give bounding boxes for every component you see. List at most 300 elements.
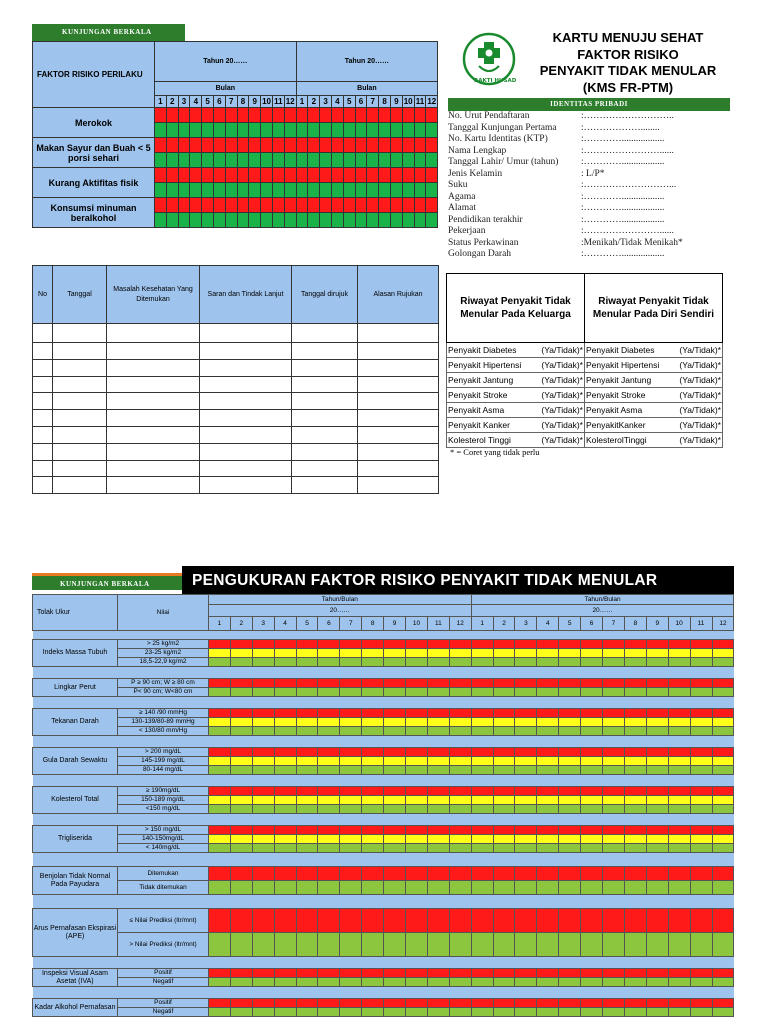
level-cell-green[interactable]: [471, 933, 493, 957]
level-cell-red[interactable]: [515, 679, 537, 688]
level-cell-yellow[interactable]: [559, 835, 581, 844]
level-cell-red[interactable]: [603, 909, 625, 933]
level-cell-green[interactable]: [559, 844, 581, 853]
level-cell-yellow[interactable]: [603, 796, 625, 805]
level-cell-red[interactable]: [712, 826, 734, 835]
level-cell-green[interactable]: [603, 727, 625, 736]
level-cell-green[interactable]: [712, 766, 734, 775]
visit-cell[interactable]: [292, 376, 358, 393]
level-cell-green[interactable]: [559, 727, 581, 736]
risk-cell-red[interactable]: [225, 198, 237, 213]
level-cell-yellow[interactable]: [559, 718, 581, 727]
level-cell-red[interactable]: [340, 640, 362, 649]
level-cell-red[interactable]: [296, 709, 318, 718]
level-cell-green[interactable]: [668, 727, 690, 736]
identity-value[interactable]: : L/P*: [581, 168, 605, 179]
level-cell-yellow[interactable]: [296, 649, 318, 658]
level-cell-red[interactable]: [646, 867, 668, 881]
level-cell-red[interactable]: [581, 909, 603, 933]
level-cell-yellow[interactable]: [493, 718, 515, 727]
level-cell-red[interactable]: [252, 867, 274, 881]
level-cell-red[interactable]: [471, 709, 493, 718]
level-cell-green[interactable]: [209, 805, 231, 814]
level-cell-yellow[interactable]: [427, 718, 449, 727]
level-cell-green[interactable]: [690, 727, 712, 736]
risk-cell-green[interactable]: [272, 183, 284, 198]
visit-cell[interactable]: [107, 426, 200, 443]
level-cell-green[interactable]: [668, 658, 690, 667]
visit-cell[interactable]: [358, 324, 439, 343]
level-cell-yellow[interactable]: [690, 649, 712, 658]
risk-cell-red[interactable]: [426, 108, 438, 123]
level-cell-red[interactable]: [559, 909, 581, 933]
level-cell-red[interactable]: [471, 909, 493, 933]
level-cell-green[interactable]: [362, 1008, 384, 1017]
level-cell-red[interactable]: [296, 787, 318, 796]
risk-cell-red[interactable]: [249, 168, 261, 183]
risk-cell-red[interactable]: [308, 168, 320, 183]
level-cell-green[interactable]: [318, 766, 340, 775]
level-cell-red[interactable]: [449, 969, 471, 978]
risk-cell-green[interactable]: [272, 153, 284, 168]
risk-cell-red[interactable]: [272, 198, 284, 213]
level-cell-red[interactable]: [427, 909, 449, 933]
level-cell-green[interactable]: [581, 658, 603, 667]
level-cell-green[interactable]: [559, 688, 581, 697]
visit-cell[interactable]: [292, 410, 358, 427]
level-cell-red[interactable]: [318, 679, 340, 688]
level-cell-red[interactable]: [252, 787, 274, 796]
level-cell-green[interactable]: [603, 688, 625, 697]
level-cell-red[interactable]: [493, 709, 515, 718]
level-cell-red[interactable]: [230, 826, 252, 835]
level-cell-red[interactable]: [624, 826, 646, 835]
risk-cell-red[interactable]: [166, 108, 178, 123]
level-cell-green[interactable]: [668, 805, 690, 814]
level-cell-green[interactable]: [274, 805, 296, 814]
level-cell-green[interactable]: [690, 805, 712, 814]
level-cell-yellow[interactable]: [252, 757, 274, 766]
level-cell-green[interactable]: [230, 978, 252, 987]
risk-cell-red[interactable]: [355, 168, 367, 183]
level-cell-yellow[interactable]: [406, 718, 428, 727]
level-cell-green[interactable]: [646, 1008, 668, 1017]
level-cell-red[interactable]: [274, 748, 296, 757]
level-cell-green[interactable]: [690, 881, 712, 895]
level-cell-green[interactable]: [559, 1008, 581, 1017]
level-cell-yellow[interactable]: [296, 835, 318, 844]
level-cell-yellow[interactable]: [449, 835, 471, 844]
level-cell-red[interactable]: [537, 867, 559, 881]
level-cell-red[interactable]: [384, 748, 406, 757]
visit-cell[interactable]: [292, 477, 358, 494]
level-cell-red[interactable]: [230, 787, 252, 796]
level-cell-yellow[interactable]: [296, 757, 318, 766]
level-cell-red[interactable]: [406, 709, 428, 718]
level-cell-red[interactable]: [559, 969, 581, 978]
level-cell-yellow[interactable]: [537, 835, 559, 844]
risk-cell-red[interactable]: [402, 168, 414, 183]
risk-cell-red[interactable]: [225, 108, 237, 123]
level-cell-green[interactable]: [581, 933, 603, 957]
level-cell-red[interactable]: [209, 787, 231, 796]
visit-cell[interactable]: [358, 460, 439, 477]
risk-cell-green[interactable]: [225, 183, 237, 198]
risk-cell-green[interactable]: [355, 123, 367, 138]
risk-cell-red[interactable]: [320, 138, 332, 153]
level-cell-green[interactable]: [537, 844, 559, 853]
level-cell-red[interactable]: [559, 709, 581, 718]
risk-cell-red[interactable]: [178, 198, 190, 213]
level-cell-red[interactable]: [230, 679, 252, 688]
level-cell-yellow[interactable]: [427, 835, 449, 844]
risk-cell-red[interactable]: [225, 138, 237, 153]
risk-cell-red[interactable]: [272, 138, 284, 153]
level-cell-green[interactable]: [318, 688, 340, 697]
level-cell-red[interactable]: [340, 867, 362, 881]
risk-cell-red[interactable]: [367, 138, 379, 153]
level-cell-green[interactable]: [384, 978, 406, 987]
risk-cell-red[interactable]: [343, 168, 355, 183]
risk-cell-green[interactable]: [402, 183, 414, 198]
level-cell-green[interactable]: [690, 766, 712, 775]
visit-cell[interactable]: [107, 359, 200, 376]
history-cell[interactable]: [447, 418, 585, 433]
level-cell-green[interactable]: [515, 766, 537, 775]
level-cell-green[interactable]: [449, 978, 471, 987]
level-cell-green[interactable]: [427, 805, 449, 814]
level-cell-yellow[interactable]: [559, 757, 581, 766]
level-cell-green[interactable]: [646, 766, 668, 775]
level-cell-red[interactable]: [209, 999, 231, 1008]
visit-cell[interactable]: [33, 477, 53, 494]
level-cell-green[interactable]: [209, 766, 231, 775]
level-cell-red[interactable]: [712, 867, 734, 881]
level-cell-red[interactable]: [318, 969, 340, 978]
level-cell-red[interactable]: [493, 640, 515, 649]
level-cell-green[interactable]: [668, 933, 690, 957]
level-cell-green[interactable]: [603, 844, 625, 853]
level-cell-yellow[interactable]: [712, 649, 734, 658]
identity-value[interactable]: :…………..................: [581, 191, 665, 202]
level-cell-red[interactable]: [340, 787, 362, 796]
level-cell-red[interactable]: [471, 640, 493, 649]
risk-cell-red[interactable]: [261, 198, 273, 213]
level-cell-yellow[interactable]: [252, 796, 274, 805]
level-cell-yellow[interactable]: [427, 649, 449, 658]
level-cell-green[interactable]: [427, 1008, 449, 1017]
risk-cell-red[interactable]: [390, 198, 402, 213]
visit-cell[interactable]: [200, 324, 292, 343]
risk-cell-green[interactable]: [355, 183, 367, 198]
level-cell-green[interactable]: [362, 727, 384, 736]
level-cell-green[interactable]: [624, 805, 646, 814]
level-cell-yellow[interactable]: [252, 835, 274, 844]
level-cell-green[interactable]: [515, 1008, 537, 1017]
risk-cell-green[interactable]: [202, 153, 214, 168]
level-cell-yellow[interactable]: [209, 757, 231, 766]
level-cell-green[interactable]: [581, 1008, 603, 1017]
level-cell-green[interactable]: [449, 1008, 471, 1017]
level-cell-red[interactable]: [559, 787, 581, 796]
level-cell-red[interactable]: [384, 679, 406, 688]
risk-cell-green[interactable]: [190, 123, 202, 138]
risk-cell-green[interactable]: [284, 153, 296, 168]
risk-cell-red[interactable]: [284, 138, 296, 153]
visit-cell[interactable]: [33, 426, 53, 443]
level-cell-green[interactable]: [624, 933, 646, 957]
risk-cell-green[interactable]: [414, 153, 426, 168]
risk-cell-red[interactable]: [272, 168, 284, 183]
level-cell-red[interactable]: [603, 679, 625, 688]
risk-cell-red[interactable]: [213, 138, 225, 153]
risk-cell-red[interactable]: [190, 138, 202, 153]
level-cell-red[interactable]: [559, 826, 581, 835]
risk-cell-green[interactable]: [272, 213, 284, 228]
visit-cell[interactable]: [292, 324, 358, 343]
level-cell-green[interactable]: [209, 978, 231, 987]
level-cell-green[interactable]: [515, 978, 537, 987]
level-cell-red[interactable]: [274, 909, 296, 933]
risk-cell-red[interactable]: [237, 168, 249, 183]
level-cell-red[interactable]: [449, 787, 471, 796]
level-cell-green[interactable]: [690, 1008, 712, 1017]
level-cell-green[interactable]: [209, 844, 231, 853]
level-cell-red[interactable]: [559, 999, 581, 1008]
risk-cell-red[interactable]: [166, 168, 178, 183]
level-cell-green[interactable]: [624, 1008, 646, 1017]
level-cell-red[interactable]: [252, 748, 274, 757]
level-cell-yellow[interactable]: [449, 757, 471, 766]
risk-cell-red[interactable]: [213, 168, 225, 183]
level-cell-yellow[interactable]: [449, 796, 471, 805]
level-cell-red[interactable]: [515, 709, 537, 718]
level-cell-green[interactable]: [209, 933, 231, 957]
risk-cell-green[interactable]: [402, 123, 414, 138]
level-cell-red[interactable]: [406, 999, 428, 1008]
risk-cell-red[interactable]: [402, 198, 414, 213]
level-cell-red[interactable]: [209, 640, 231, 649]
risk-cell-red[interactable]: [390, 168, 402, 183]
level-cell-green[interactable]: [646, 727, 668, 736]
risk-cell-green[interactable]: [237, 183, 249, 198]
risk-cell-green[interactable]: [202, 213, 214, 228]
level-cell-green[interactable]: [515, 881, 537, 895]
level-cell-green[interactable]: [274, 933, 296, 957]
level-cell-green[interactable]: [384, 658, 406, 667]
level-cell-red[interactable]: [690, 709, 712, 718]
level-cell-green[interactable]: [252, 933, 274, 957]
level-cell-green[interactable]: [646, 978, 668, 987]
risk-cell-green[interactable]: [261, 123, 273, 138]
risk-cell-red[interactable]: [284, 168, 296, 183]
level-cell-red[interactable]: [559, 640, 581, 649]
identity-value[interactable]: :…………..................: [581, 203, 665, 213]
level-cell-green[interactable]: [252, 805, 274, 814]
risk-cell-green[interactable]: [166, 123, 178, 138]
risk-cell-red[interactable]: [202, 108, 214, 123]
visit-cell[interactable]: [292, 443, 358, 460]
visit-cell[interactable]: [53, 393, 107, 410]
level-cell-red[interactable]: [493, 909, 515, 933]
level-cell-green[interactable]: [449, 844, 471, 853]
risk-cell-red[interactable]: [155, 108, 167, 123]
level-cell-green[interactable]: [646, 658, 668, 667]
level-cell-yellow[interactable]: [603, 757, 625, 766]
level-cell-red[interactable]: [384, 909, 406, 933]
level-cell-green[interactable]: [471, 766, 493, 775]
level-cell-green[interactable]: [209, 881, 231, 895]
level-cell-red[interactable]: [427, 969, 449, 978]
level-cell-green[interactable]: [296, 844, 318, 853]
level-cell-green[interactable]: [712, 727, 734, 736]
level-cell-green[interactable]: [274, 978, 296, 987]
level-cell-red[interactable]: [252, 909, 274, 933]
risk-cell-red[interactable]: [237, 108, 249, 123]
level-cell-red[interactable]: [274, 640, 296, 649]
risk-cell-red[interactable]: [320, 198, 332, 213]
level-cell-red[interactable]: [690, 640, 712, 649]
level-cell-yellow[interactable]: [646, 835, 668, 844]
level-cell-red[interactable]: [603, 867, 625, 881]
risk-cell-red[interactable]: [178, 108, 190, 123]
level-cell-yellow[interactable]: [581, 649, 603, 658]
level-cell-red[interactable]: [449, 640, 471, 649]
risk-cell-red[interactable]: [379, 138, 391, 153]
level-cell-red[interactable]: [296, 909, 318, 933]
level-cell-red[interactable]: [384, 867, 406, 881]
risk-cell-green[interactable]: [296, 213, 308, 228]
level-cell-yellow[interactable]: [624, 796, 646, 805]
level-cell-green[interactable]: [603, 658, 625, 667]
risk-cell-red[interactable]: [155, 198, 167, 213]
level-cell-green[interactable]: [559, 933, 581, 957]
level-cell-red[interactable]: [581, 679, 603, 688]
risk-cell-green[interactable]: [379, 123, 391, 138]
risk-cell-red[interactable]: [237, 138, 249, 153]
level-cell-red[interactable]: [296, 999, 318, 1008]
level-cell-green[interactable]: [252, 978, 274, 987]
level-cell-red[interactable]: [449, 999, 471, 1008]
level-cell-green[interactable]: [384, 844, 406, 853]
level-cell-green[interactable]: [406, 978, 428, 987]
level-cell-green[interactable]: [603, 766, 625, 775]
risk-cell-green[interactable]: [155, 153, 167, 168]
level-cell-red[interactable]: [230, 709, 252, 718]
level-cell-red[interactable]: [318, 826, 340, 835]
risk-cell-green[interactable]: [379, 213, 391, 228]
level-cell-green[interactable]: [449, 933, 471, 957]
level-cell-yellow[interactable]: [427, 757, 449, 766]
level-cell-green[interactable]: [427, 688, 449, 697]
level-cell-green[interactable]: [603, 1008, 625, 1017]
level-cell-yellow[interactable]: [471, 796, 493, 805]
risk-cell-green[interactable]: [202, 123, 214, 138]
risk-cell-red[interactable]: [390, 108, 402, 123]
level-cell-green[interactable]: [537, 881, 559, 895]
level-cell-green[interactable]: [493, 933, 515, 957]
level-cell-green[interactable]: [427, 933, 449, 957]
risk-cell-green[interactable]: [390, 153, 402, 168]
level-cell-yellow[interactable]: [603, 718, 625, 727]
level-cell-red[interactable]: [318, 709, 340, 718]
level-cell-green[interactable]: [581, 766, 603, 775]
visit-cell[interactable]: [33, 460, 53, 477]
risk-cell-green[interactable]: [331, 183, 343, 198]
level-cell-green[interactable]: [471, 978, 493, 987]
level-cell-green[interactable]: [471, 881, 493, 895]
level-cell-red[interactable]: [624, 999, 646, 1008]
level-cell-red[interactable]: [712, 999, 734, 1008]
level-cell-green[interactable]: [668, 844, 690, 853]
level-cell-yellow[interactable]: [274, 796, 296, 805]
risk-cell-green[interactable]: [320, 153, 332, 168]
level-cell-green[interactable]: [340, 1008, 362, 1017]
risk-cell-red[interactable]: [178, 168, 190, 183]
level-cell-green[interactable]: [340, 978, 362, 987]
level-cell-green[interactable]: [603, 978, 625, 987]
risk-cell-green[interactable]: [225, 123, 237, 138]
risk-cell-red[interactable]: [284, 108, 296, 123]
level-cell-green[interactable]: [384, 688, 406, 697]
risk-cell-red[interactable]: [402, 138, 414, 153]
risk-cell-green[interactable]: [331, 153, 343, 168]
visit-cell[interactable]: [358, 426, 439, 443]
level-cell-yellow[interactable]: [406, 796, 428, 805]
level-cell-red[interactable]: [668, 999, 690, 1008]
level-cell-red[interactable]: [406, 826, 428, 835]
level-cell-yellow[interactable]: [712, 796, 734, 805]
level-cell-green[interactable]: [493, 658, 515, 667]
level-cell-red[interactable]: [515, 909, 537, 933]
level-cell-green[interactable]: [559, 881, 581, 895]
level-cell-green[interactable]: [690, 688, 712, 697]
level-cell-red[interactable]: [603, 826, 625, 835]
risk-cell-red[interactable]: [296, 108, 308, 123]
level-cell-yellow[interactable]: [646, 796, 668, 805]
level-cell-red[interactable]: [690, 909, 712, 933]
level-cell-yellow[interactable]: [384, 835, 406, 844]
level-cell-red[interactable]: [209, 748, 231, 757]
risk-cell-red[interactable]: [261, 138, 273, 153]
level-cell-red[interactable]: [537, 640, 559, 649]
risk-cell-green[interactable]: [367, 123, 379, 138]
level-cell-red[interactable]: [384, 969, 406, 978]
risk-cell-green[interactable]: [178, 153, 190, 168]
level-cell-green[interactable]: [559, 766, 581, 775]
risk-cell-red[interactable]: [202, 138, 214, 153]
level-cell-yellow[interactable]: [340, 757, 362, 766]
level-cell-green[interactable]: [296, 933, 318, 957]
risk-cell-green[interactable]: [237, 153, 249, 168]
level-cell-green[interactable]: [646, 933, 668, 957]
level-cell-green[interactable]: [690, 978, 712, 987]
risk-cell-green[interactable]: [249, 123, 261, 138]
level-cell-green[interactable]: [384, 727, 406, 736]
visit-cell[interactable]: [107, 393, 200, 410]
level-cell-red[interactable]: [668, 709, 690, 718]
risk-cell-red[interactable]: [331, 168, 343, 183]
level-cell-green[interactable]: [646, 881, 668, 895]
level-cell-green[interactable]: [230, 688, 252, 697]
risk-cell-red[interactable]: [213, 198, 225, 213]
level-cell-red[interactable]: [493, 748, 515, 757]
level-cell-yellow[interactable]: [712, 718, 734, 727]
identity-value[interactable]: :…………..................: [581, 134, 665, 144]
level-cell-green[interactable]: [471, 688, 493, 697]
visit-cell[interactable]: [200, 426, 292, 443]
risk-cell-green[interactable]: [308, 153, 320, 168]
